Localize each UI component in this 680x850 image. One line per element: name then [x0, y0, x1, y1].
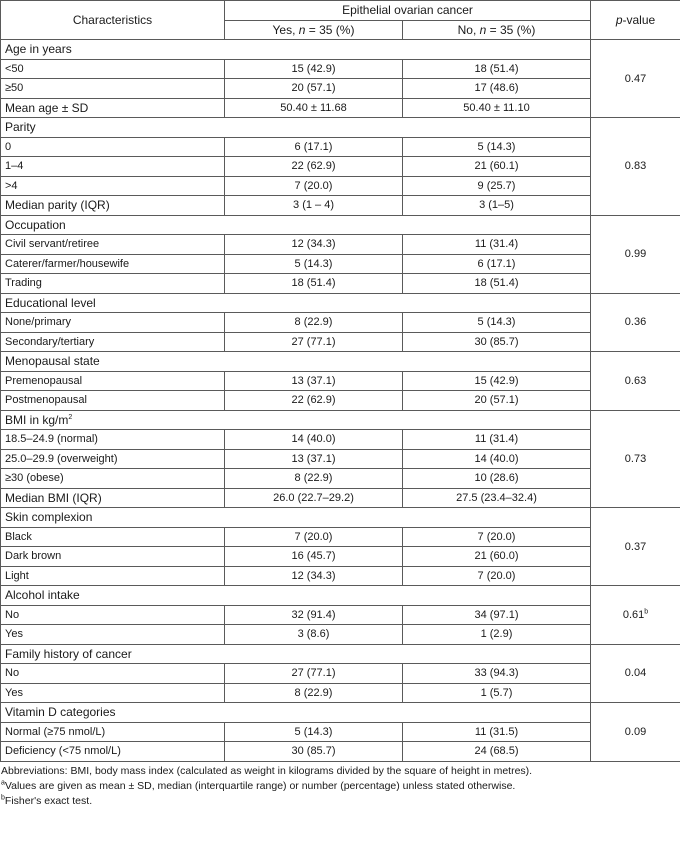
yes-value: 14 (40.0)	[225, 430, 403, 450]
summary-label: Mean age ± SD	[1, 98, 225, 118]
yes-value: 5 (14.3)	[225, 254, 403, 274]
section-title-occupation: Occupation	[1, 215, 591, 235]
section-title-parity: Parity	[1, 118, 591, 138]
no-value: 7 (20.0)	[403, 527, 591, 547]
footnote-b: $^b$Fisher's exact test.	[1, 794, 93, 807]
row-label: Civil servant/retiree	[1, 235, 225, 255]
section-row-vitd	[1, 703, 680, 723]
section-row-age	[1, 40, 680, 60]
summary-row-parity	[1, 196, 680, 216]
table-row	[1, 527, 680, 547]
yes-value: 13 (37.1)	[225, 449, 403, 469]
yes-value: 18 (51.4)	[225, 274, 403, 294]
p-value-alcohol: 0.61$^b$	[591, 586, 680, 645]
no-value: 14 (40.0)	[403, 449, 591, 469]
yes-value: 8 (22.9)	[225, 313, 403, 333]
section-row-family	[1, 644, 680, 664]
no-value: 21 (60.0)	[403, 547, 591, 567]
row-label: ≥30 (obese)	[1, 469, 225, 489]
yes-value: 22 (62.9)	[225, 157, 403, 177]
no-value: 27.5 (23.4–32.4)	[403, 488, 591, 508]
row-label: Trading	[1, 274, 225, 294]
p-value-vitd: 0.09	[591, 703, 680, 762]
no-value: 20 (57.1)	[403, 391, 591, 411]
row-label: Yes	[1, 625, 225, 645]
yes-value: 8 (22.9)	[225, 469, 403, 489]
yes-value: 22 (62.9)	[225, 391, 403, 411]
table-row	[1, 664, 680, 684]
no-value: 5 (14.3)	[403, 313, 591, 333]
yes-header: Yes, n = 35 (%)	[225, 20, 403, 40]
table-row	[1, 430, 680, 450]
row-label: Deficiency (<75 nmol/L)	[1, 742, 225, 762]
summary-row-bmi	[1, 488, 680, 508]
p-value-header: p-value	[591, 1, 680, 40]
no-value: 21 (60.1)	[403, 157, 591, 177]
section-row-parity	[1, 118, 680, 138]
yes-value: 50.40 ± 11.68	[225, 98, 403, 118]
footnote-abbreviations: Abbreviations: BMI, body mass index (calculated as weight in kilograms divided by the square of height in metres).	[1, 764, 533, 777]
section-row-alcohol	[1, 586, 680, 606]
no-value: 11 (31.4)	[403, 430, 591, 450]
p-value-bmi: 0.73	[591, 410, 680, 508]
section-title-vitd: Vitamin D categories	[1, 703, 591, 723]
row-label: Light	[1, 566, 225, 586]
p-value-parity: 0.83	[591, 118, 680, 216]
no-value: 34 (97.1)	[403, 605, 591, 625]
row-label: Caterer/farmer/housewife	[1, 254, 225, 274]
section-row-bmi	[1, 410, 680, 430]
yes-value: 13 (37.1)	[225, 371, 403, 391]
summary-row-age	[1, 98, 680, 118]
yes-value: 16 (45.7)	[225, 547, 403, 567]
table-row	[1, 235, 680, 255]
table-row	[1, 566, 680, 586]
table-row	[1, 176, 680, 196]
row-label: Normal (≥75 nmol/L)	[1, 722, 225, 742]
footnotes	[0, 762, 680, 809]
yes-value: 12 (34.3)	[225, 566, 403, 586]
no-value: 10 (28.6)	[403, 469, 591, 489]
yes-value: 20 (57.1)	[225, 79, 403, 99]
row-label: None/primary	[1, 313, 225, 333]
no-value: 1 (5.7)	[403, 683, 591, 703]
characteristics-header: Characteristics	[1, 1, 225, 40]
table-row	[1, 605, 680, 625]
table-row	[1, 469, 680, 489]
yes-value: 15 (42.9)	[225, 59, 403, 79]
header-row-1	[1, 1, 680, 21]
row-label: 18.5–24.9 (normal)	[1, 430, 225, 450]
table-row	[1, 59, 680, 79]
section-row-occupation	[1, 215, 680, 235]
table-row	[1, 722, 680, 742]
table-row	[1, 332, 680, 352]
p-value-age: 0.47	[591, 40, 680, 118]
table-row	[1, 625, 680, 645]
row-label: Black	[1, 527, 225, 547]
footnote-a: $^a$Values are given as mean ± SD, median (interquartile range) or number (percentage) unless stated otherwise.	[1, 779, 516, 792]
table-row	[1, 449, 680, 469]
p-value-skin: 0.37	[591, 508, 680, 586]
section-row-menopause	[1, 352, 680, 372]
row-label: No	[1, 664, 225, 684]
yes-value: 32 (91.4)	[225, 605, 403, 625]
table-row	[1, 137, 680, 157]
yes-value: 3 (1 – 4)	[225, 196, 403, 216]
row-label: <50	[1, 59, 225, 79]
row-label: 25.0–29.9 (overweight)	[1, 449, 225, 469]
yes-value: 26.0 (22.7–29.2)	[225, 488, 403, 508]
table-row	[1, 157, 680, 177]
yes-value: 30 (85.7)	[225, 742, 403, 762]
section-row-education	[1, 293, 680, 313]
row-label: Secondary/tertiary	[1, 332, 225, 352]
section-title-bmi: BMI in $kg/m^2$	[1, 410, 591, 430]
section-title-age: Age in years	[1, 40, 591, 60]
table-row	[1, 547, 680, 567]
no-value: 9 (25.7)	[403, 176, 591, 196]
no-value: 3 (1–5)	[403, 196, 591, 216]
no-value: 30 (85.7)	[403, 332, 591, 352]
no-value: 15 (42.9)	[403, 371, 591, 391]
no-value: 11 (31.4)	[403, 235, 591, 255]
row-label: Postmenopausal	[1, 391, 225, 411]
table-row	[1, 313, 680, 333]
no-value: 50.40 ± 11.10	[403, 98, 591, 118]
no-value: 24 (68.5)	[403, 742, 591, 762]
yes-value: 7 (20.0)	[225, 176, 403, 196]
group-header: Epithelial ovarian cancer	[225, 1, 591, 21]
section-title-alcohol: Alcohol intake	[1, 586, 591, 606]
row-label: Yes	[1, 683, 225, 703]
no-value: 1 (2.9)	[403, 625, 591, 645]
row-label: >4	[1, 176, 225, 196]
yes-value: 6 (17.1)	[225, 137, 403, 157]
no-value: 7 (20.0)	[403, 566, 591, 586]
no-header: No, n = 35 (%)	[403, 20, 591, 40]
table-row	[1, 371, 680, 391]
row-label: No	[1, 605, 225, 625]
no-value: 18 (51.4)	[403, 59, 591, 79]
section-title-menopause: Menopausal state	[1, 352, 591, 372]
section-row-skin	[1, 508, 680, 528]
summary-label: Median BMI (IQR)	[1, 488, 225, 508]
table-row	[1, 391, 680, 411]
yes-value: 3 (8.6)	[225, 625, 403, 645]
no-value: 17 (48.6)	[403, 79, 591, 99]
yes-value: 27 (77.1)	[225, 664, 403, 684]
section-title-skin: Skin complexion	[1, 508, 591, 528]
p-value-family: 0.04	[591, 644, 680, 703]
no-value: 5 (14.3)	[403, 137, 591, 157]
p-value-menopause: 0.63	[591, 352, 680, 411]
yes-value: 5 (14.3)	[225, 722, 403, 742]
yes-value: 7 (20.0)	[225, 527, 403, 547]
p-value-occupation: 0.99	[591, 215, 680, 293]
no-value: 18 (51.4)	[403, 274, 591, 294]
no-value: 6 (17.1)	[403, 254, 591, 274]
table-row	[1, 274, 680, 294]
table-row	[1, 683, 680, 703]
section-title-education: Educational level	[1, 293, 591, 313]
row-label: Premenopausal	[1, 371, 225, 391]
no-value: 11 (31.5)	[403, 722, 591, 742]
row-label: ≥50	[1, 79, 225, 99]
row-label: 1–4	[1, 157, 225, 177]
table-row	[1, 79, 680, 99]
table-row	[1, 254, 680, 274]
summary-label: Median parity (IQR)	[1, 196, 225, 216]
p-value-education: 0.36	[591, 293, 680, 352]
row-label: Dark brown	[1, 547, 225, 567]
no-value: 33 (94.3)	[403, 664, 591, 684]
yes-value: 12 (34.3)	[225, 235, 403, 255]
table-row	[1, 742, 680, 762]
yes-value: 8 (22.9)	[225, 683, 403, 703]
row-label: 0	[1, 137, 225, 157]
yes-value: 27 (77.1)	[225, 332, 403, 352]
section-title-family: Family history of cancer	[1, 644, 591, 664]
